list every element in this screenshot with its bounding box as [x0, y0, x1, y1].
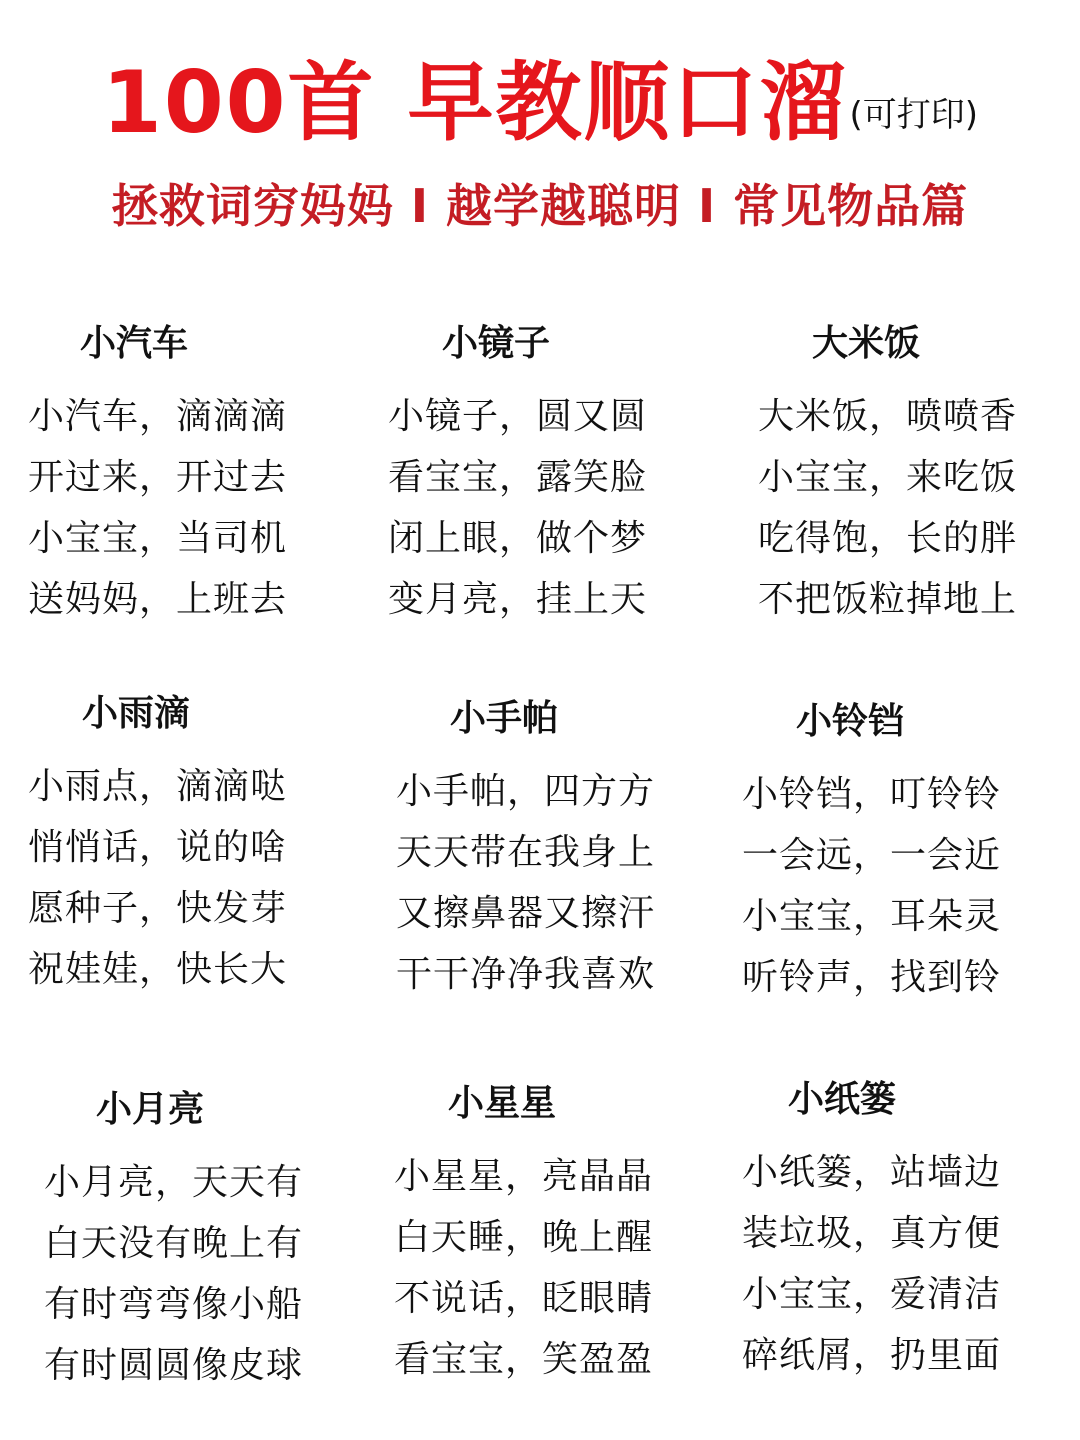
poem-line: 小雨点，滴滴哒	[28, 766, 288, 807]
page-header	[0, 0, 1080, 250]
poem-line: 天天带在我身上	[396, 832, 656, 873]
poem-card	[758, 320, 1017, 630]
poem-title: 小镜子	[442, 323, 551, 364]
poem-card	[742, 698, 1001, 1008]
poem-line: 小月亮，天天有	[44, 1162, 304, 1203]
poem-card	[394, 1080, 653, 1390]
poem-line: 有时圆圆像皮球	[44, 1345, 304, 1386]
poem-title: 小星星	[448, 1083, 557, 1124]
poem-line: 干干净净我喜欢	[396, 954, 656, 995]
page-title-main: 100首 早教顺口溜	[102, 53, 848, 153]
poem-line: 小宝宝，耳朵灵	[742, 896, 1002, 937]
poem-line: 小铃铛，叮铃铃	[742, 774, 1002, 815]
poem-line: 看宝宝，笑盈盈	[394, 1339, 654, 1380]
poem-card	[388, 320, 647, 630]
poem-title: 大米饭	[812, 323, 921, 364]
poem-line: 愿种子，快发芽	[28, 888, 288, 929]
poem-line: 吃得饱，长的胖	[758, 518, 1018, 559]
poem-title: 小手帕	[450, 698, 559, 739]
poem-card	[28, 320, 287, 630]
poem-card	[44, 1086, 303, 1396]
poem-line: 小星星，亮晶晶	[394, 1156, 654, 1197]
poem-line: 看宝宝，露笑脸	[388, 457, 648, 498]
poem-line: 有时弯弯像小船	[44, 1284, 304, 1325]
poem-line: 小镜子，圆又圆	[388, 396, 648, 437]
poem-line: 大米饭，喷喷香	[758, 396, 1018, 437]
poem-line: 小汽车，滴滴滴	[28, 396, 288, 437]
poem-title: 小汽车	[80, 323, 189, 364]
poem-line: 小宝宝，爱清洁	[742, 1274, 1002, 1315]
poem-card	[742, 1076, 1001, 1386]
poem-line: 一会远，一会近	[742, 835, 1002, 876]
poem-line: 小宝宝，当司机	[28, 518, 288, 559]
poem-line: 不把饭粒掉地上	[758, 579, 1018, 620]
poem-line: 装垃圾，真方便	[742, 1213, 1002, 1254]
page-title	[0, 48, 1080, 170]
poem-line: 白天睡，晚上醒	[394, 1217, 654, 1258]
poem-line: 碎纸屑，扔里面	[742, 1335, 1002, 1376]
poem-line: 又擦鼻器又擦汗	[396, 893, 656, 934]
poem-line: 小手帕，四方方	[396, 771, 656, 812]
poem-line: 开过来，开过去	[28, 457, 288, 498]
poem-title: 小月亮	[96, 1089, 205, 1130]
poem-line: 小纸篓，站墙边	[742, 1152, 1002, 1193]
poem-title: 小纸篓	[788, 1079, 897, 1120]
poem-line: 闭上眼，做个梦	[388, 518, 648, 559]
poem-card	[396, 695, 655, 1005]
poem-line: 变月亮，挂上天	[388, 579, 648, 620]
poem-line: 祝娃娃，快长大	[28, 949, 288, 990]
page-title-note: (可打印)	[849, 95, 978, 135]
poem-line: 白天没有晚上有	[44, 1223, 304, 1264]
page-subtitle: 拯救词穷妈妈 I 越学越聪明 I 常见物品篇	[111, 179, 969, 233]
poem-title: 小铃铛	[796, 701, 905, 742]
poem-line: 不说话，眨眼睛	[394, 1278, 654, 1319]
poem-line: 小宝宝，来吃饭	[758, 457, 1018, 498]
poem-line: 悄悄话，说的啥	[28, 827, 288, 868]
poem-title: 小雨滴	[82, 693, 191, 734]
poem-line: 送妈妈，上班去	[28, 579, 288, 620]
poem-card	[28, 690, 287, 1000]
poem-line: 听铃声，找到铃	[742, 957, 1002, 998]
